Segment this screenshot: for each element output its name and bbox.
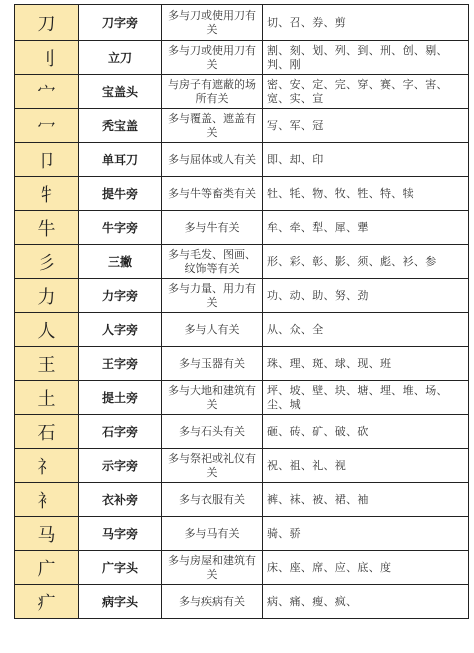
table-row	[15, 211, 469, 245]
meaning-cell: 多与覆盖、遮盖有关	[162, 109, 263, 143]
table-row	[15, 313, 469, 347]
radical-name-cell: 广字头	[79, 551, 162, 585]
meaning-cell: 多与毛发、图画、纹饰等有关	[162, 245, 263, 279]
radical-cell: 刂	[15, 41, 79, 75]
table-row	[15, 449, 469, 483]
radical-cell: 卩	[15, 143, 79, 177]
examples-cell: 裤、袜、被、裙、袖	[263, 483, 469, 517]
examples-cell: 祝、祖、礼、视	[263, 449, 469, 483]
radical-name-cell: 提土旁	[79, 381, 162, 415]
radical-cell: 牛	[15, 211, 79, 245]
meaning-cell: 多与牛等畜类有关	[162, 177, 263, 211]
meaning-cell: 多与疾病有关	[162, 585, 263, 619]
table-row	[15, 415, 469, 449]
radical-cell: 王	[15, 347, 79, 381]
table-row	[15, 517, 469, 551]
examples-cell: 牡、牦、物、牧、牲、特、犊	[263, 177, 469, 211]
examples-cell: 骑、骄	[263, 517, 469, 551]
table-row	[15, 245, 469, 279]
table-row	[15, 279, 469, 313]
meaning-cell: 与房子有遮蔽的场所有关	[162, 75, 263, 109]
meaning-cell: 多与人有关	[162, 313, 263, 347]
table-row	[15, 75, 469, 109]
table-row	[15, 5, 469, 41]
radical-cell: 石	[15, 415, 79, 449]
radical-name-cell: 人字旁	[79, 313, 162, 347]
radical-name-cell: 刀字旁	[79, 5, 162, 41]
examples-cell: 砸、砖、矿、破、砍	[263, 415, 469, 449]
examples-cell: 写、军、冠	[263, 109, 469, 143]
examples-cell: 功、动、助、努、劲	[263, 279, 469, 313]
meaning-cell: 多与屈体或人有关	[162, 143, 263, 177]
radical-table-body	[15, 5, 469, 619]
examples-cell: 密、安、定、完、穿、赛、字、害、宽、实、宣	[263, 75, 469, 109]
radical-name-cell: 单耳刀	[79, 143, 162, 177]
radical-name-cell: 立刀	[79, 41, 162, 75]
radical-cell: 广	[15, 551, 79, 585]
radical-name-cell: 石字旁	[79, 415, 162, 449]
radical-cell: 彡	[15, 245, 79, 279]
radical-table	[14, 4, 469, 619]
meaning-cell: 多与房屋和建筑有关	[162, 551, 263, 585]
radical-name-cell: 病字头	[79, 585, 162, 619]
table-row	[15, 347, 469, 381]
meaning-cell: 多与大地和建筑有关	[162, 381, 263, 415]
meaning-cell: 多与刀或使用刀有关	[162, 5, 263, 41]
radical-cell: 衤	[15, 483, 79, 517]
table-row	[15, 381, 469, 415]
examples-cell: 形、彩、彰、影、须、彪、衫、参	[263, 245, 469, 279]
radical-name-cell: 提牛旁	[79, 177, 162, 211]
examples-cell: 即、却、印	[263, 143, 469, 177]
radical-name-cell: 力字旁	[79, 279, 162, 313]
examples-cell: 割、刻、划、列、到、刑、创、剔、判、刚	[263, 41, 469, 75]
examples-cell: 珠、理、斑、球、现、班	[263, 347, 469, 381]
radical-name-cell: 马字旁	[79, 517, 162, 551]
radical-cell: 力	[15, 279, 79, 313]
radical-name-cell: 秃宝盖	[79, 109, 162, 143]
examples-cell: 床、座、席、应、底、度	[263, 551, 469, 585]
radical-cell: 礻	[15, 449, 79, 483]
radical-name-cell: 王字旁	[79, 347, 162, 381]
radical-name-cell: 宝盖头	[79, 75, 162, 109]
meaning-cell: 多与玉器有关	[162, 347, 263, 381]
radical-name-cell: 牛字旁	[79, 211, 162, 245]
meaning-cell: 多与石头有关	[162, 415, 263, 449]
radical-cell: 宀	[15, 75, 79, 109]
examples-cell: 坪、坡、壁、块、塘、埋、堆、场、尘、城	[263, 381, 469, 415]
radical-cell: 疒	[15, 585, 79, 619]
examples-cell: 牟、牵、犁、犀、犟	[263, 211, 469, 245]
table-row	[15, 109, 469, 143]
table-row	[15, 41, 469, 75]
radical-cell: 刀	[15, 5, 79, 41]
meaning-cell: 多与刀或使用刀有关	[162, 41, 263, 75]
meaning-cell: 多与祭祀或礼仪有关	[162, 449, 263, 483]
radical-name-cell: 示字旁	[79, 449, 162, 483]
examples-cell: 病、痛、瘦、疯、	[263, 585, 469, 619]
radical-cell: 牜	[15, 177, 79, 211]
meaning-cell: 多与力量、用力有关	[162, 279, 263, 313]
radical-cell: 冖	[15, 109, 79, 143]
radical-cell: 土	[15, 381, 79, 415]
radical-cell: 人	[15, 313, 79, 347]
table-row	[15, 143, 469, 177]
radical-name-cell: 衣补旁	[79, 483, 162, 517]
examples-cell: 从、众、全	[263, 313, 469, 347]
meaning-cell: 多与马有关	[162, 517, 263, 551]
radical-cell: 马	[15, 517, 79, 551]
radical-name-cell: 三撇	[79, 245, 162, 279]
table-row	[15, 585, 469, 619]
meaning-cell: 多与牛有关	[162, 211, 263, 245]
examples-cell: 切、召、券、剪	[263, 5, 469, 41]
table-row	[15, 483, 469, 517]
meaning-cell: 多与衣服有关	[162, 483, 263, 517]
table-row	[15, 177, 469, 211]
table-row	[15, 551, 469, 585]
